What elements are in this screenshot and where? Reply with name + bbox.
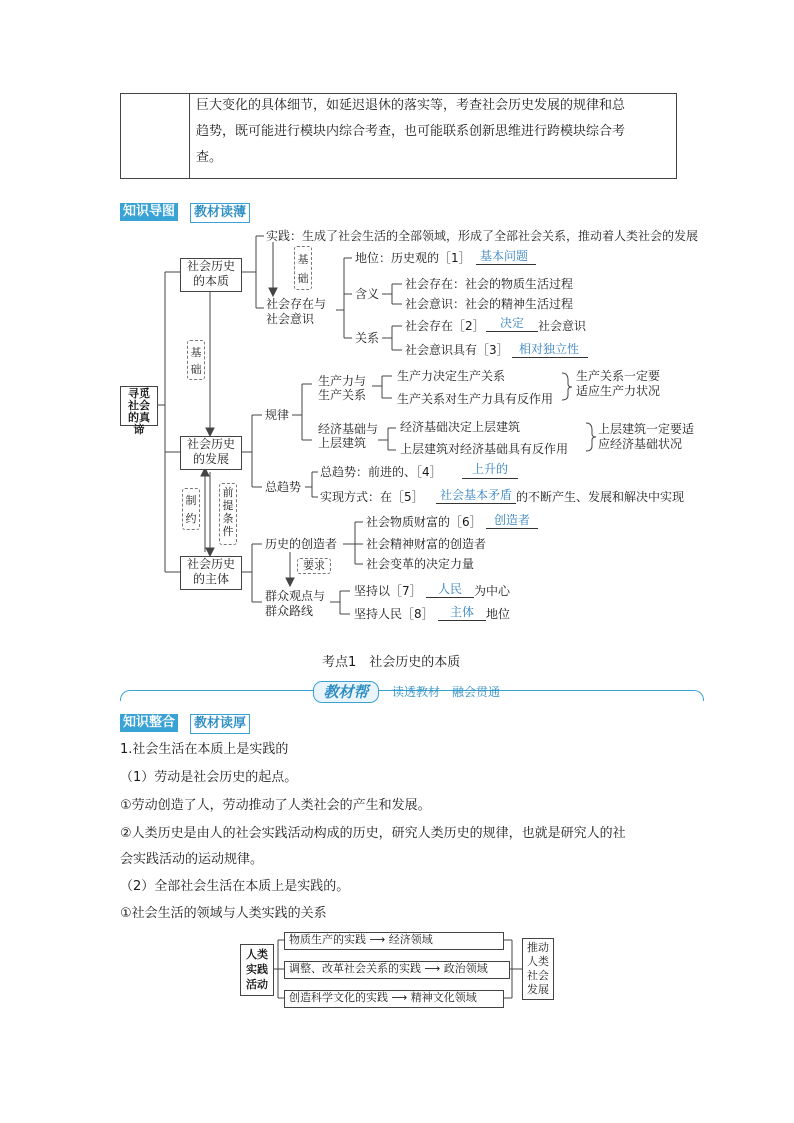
- law-label: 规律: [265, 408, 290, 422]
- flow-right-box: [522, 938, 554, 1000]
- section-tag-textbook-thick: 教材读厚: [190, 714, 250, 734]
- relation-a-pre: 社会存在［2］: [405, 319, 485, 333]
- section-heading-kaodian: 考点1 社会历史的本质: [322, 655, 461, 670]
- flow-right-4: 发展: [527, 983, 549, 996]
- base-a: 经济基础决定上层建筑: [400, 420, 521, 434]
- para-6: （2）全部社会生活在本质上是实践的。: [120, 879, 350, 894]
- label-constraint-b: 约: [185, 512, 197, 525]
- answer-5: 社会基本矛盾: [439, 488, 512, 502]
- creator-c: 社会变革的决定力量: [366, 557, 475, 571]
- mass-line2: 群众路线: [265, 604, 314, 618]
- mass-b-pre: 坚持人民［8］: [354, 607, 434, 621]
- trend-b-pre: 实现方式：在［5］: [320, 490, 424, 504]
- meaning-consciousness: 社会意识：社会的精神生活过程: [405, 297, 574, 311]
- productivity-line1: 生产力与: [318, 374, 367, 388]
- productivity-b: 生产关系对生产力具有反作用: [397, 392, 554, 406]
- node-development-line2: 的发展: [192, 452, 229, 466]
- flow-row-2: 调整、改革社会关系的实践 ⟶ 政治领域: [284, 961, 510, 979]
- para-2: （1）劳动是社会历史的起点。: [120, 770, 298, 785]
- mass-a-post: 为中心: [474, 584, 511, 598]
- trend-label: 总趋势: [265, 480, 302, 494]
- productivity-line2: 生产关系: [318, 388, 367, 402]
- label-precondition-c: 条: [222, 512, 234, 525]
- existence-consciousness-line2: 社会意识: [266, 312, 315, 326]
- answer-1: 基本问题: [479, 249, 528, 263]
- relation-b-pre: 社会意识具有［3］: [405, 343, 509, 357]
- label-basis-1-a: 基: [297, 253, 309, 266]
- label-precondition-d: 件: [222, 525, 234, 538]
- trend-b-post: 的不断产生、发展和解决中实现: [516, 490, 685, 504]
- practice-text: 实践：生成了社会生活的全部领域，形成了全部社会关系，推动着人类社会的发展: [266, 229, 699, 243]
- base-note-1: 上层建筑一定要适: [598, 422, 695, 436]
- mass-line1: 群众观点与: [265, 589, 326, 603]
- answer-4: 上升的: [471, 462, 508, 476]
- mass-b-post: 地位: [486, 607, 511, 621]
- creator-label: 历史的创造者: [265, 537, 338, 551]
- trend-a-pre: 总趋势：前进的、［4］: [320, 465, 442, 479]
- node-essence-line2: 的本质: [192, 274, 229, 288]
- node-subject-line2: 的主体: [192, 572, 229, 586]
- flow-right-3: 社会: [527, 969, 549, 982]
- node-essence-line1: 社会历史: [186, 259, 235, 273]
- answer-7: 人民: [437, 582, 462, 596]
- label-basis-2-a: 基: [190, 346, 202, 359]
- para-1: 1.社会生活在本质上是实践的: [120, 742, 289, 757]
- flow-right-1: 推动: [527, 941, 549, 954]
- node-development-line1: 社会历史: [186, 437, 235, 451]
- para-3: ①劳动创造了人，劳动推动了人类社会的产生和发展。: [120, 798, 431, 813]
- base-b: 上层建筑对经济基础具有反作用: [400, 442, 569, 456]
- table-line-1: 巨大变化的具体细节，如延迟退休的落实等，考查社会历史发展的规律和总: [196, 98, 626, 113]
- base-line2: 上层建筑: [318, 436, 367, 450]
- answer-3: 相对独立性: [518, 342, 579, 356]
- position-text: 地位：历史观的［1］: [355, 251, 471, 265]
- label-precondition-b: 提: [222, 499, 234, 512]
- flow-right-2: 人类: [527, 955, 549, 968]
- section-tag-textbook-thin: 教材读薄: [190, 203, 250, 223]
- flow-left-3: 活动: [246, 978, 268, 991]
- creator-b: 社会精神财富的创造者: [366, 537, 487, 551]
- productivity-note-1: 生产关系一定要: [576, 369, 661, 383]
- relation-a-post: 社会意识: [538, 319, 587, 333]
- relation-label: 关系: [355, 331, 380, 345]
- section-tag-knowledge-map: 知识导图: [120, 203, 178, 221]
- label-basis-2-b: 础: [190, 363, 202, 376]
- para-4: ②人类历史是由人的社会实践活动构成的历史，研究人类历史的规律，也就是研究人的社: [120, 826, 626, 841]
- label-constraint-a: 制: [185, 494, 197, 507]
- answer-8: 主体: [449, 605, 474, 619]
- banner-title: 教材帮: [313, 681, 379, 703]
- label-precondition-a: 前: [222, 486, 234, 499]
- existence-consciousness-line1: 社会存在与: [266, 297, 327, 311]
- productivity-note-2: 适应生产力状况: [576, 384, 661, 398]
- creator-a-pre: 社会物质财富的［6］: [366, 515, 482, 529]
- flow-left-2: 实践: [246, 963, 268, 976]
- flow-left-box: [240, 944, 274, 996]
- base-line1: 经济基础与: [318, 422, 379, 436]
- mass-a-pre: 坚持以［7］: [354, 584, 422, 598]
- table-line-2: 趋势，既可能进行模块内综合考查，也可能联系创新思维进行跨模块综合考: [196, 124, 626, 139]
- productivity-a: 生产力决定生产关系: [397, 369, 506, 383]
- meaning-existence: 社会存在：社会的物质生活过程: [405, 277, 574, 291]
- table-line-3: 查。: [196, 150, 223, 165]
- node-subject-line1: 社会历史: [186, 557, 235, 571]
- banner-subtitle: 读透教材 融会贯通: [392, 685, 501, 699]
- section-tag-knowledge-integration: 知识整合: [120, 714, 178, 732]
- label-requirement: 要求: [297, 558, 331, 574]
- answer-6: 创造者: [493, 513, 530, 527]
- para-7: ①社会生活的领域与人类实践的关系: [120, 906, 327, 921]
- answer-2: 决定: [499, 316, 524, 330]
- para-5: 会实践活动的运动规律。: [120, 852, 264, 867]
- flow-row-1: 物质生产的实践 ⟶ 经济领域: [284, 932, 504, 950]
- flow-left-1: 人类: [246, 948, 268, 961]
- base-note-2: 应经济基础状况: [598, 437, 683, 451]
- flow-row-3: 创造科学文化的实践 ⟶ 精神文化领域: [284, 990, 504, 1008]
- root-label: 寻觅社会的真谛: [128, 387, 150, 436]
- label-basis-1-b: 础: [297, 272, 309, 285]
- meaning-label: 含义: [355, 287, 380, 301]
